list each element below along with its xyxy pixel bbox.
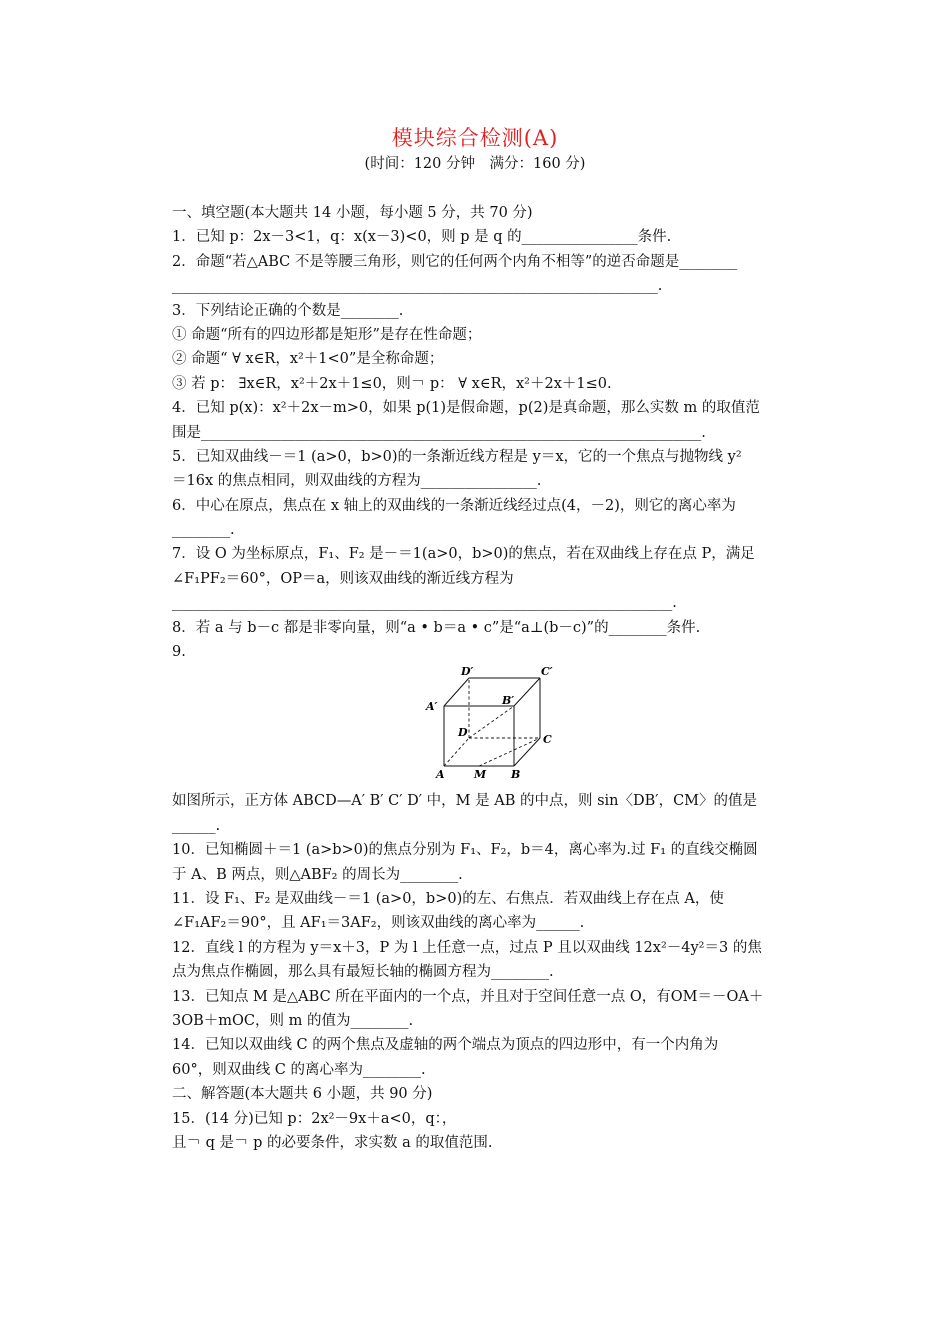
question-5-line: 5．已知双曲线－＝1 (a>0，b>0)的一条渐近线方程是 y＝x，它的一个焦点与抛物线 y²: [172, 448, 742, 465]
label-d-prime: D′: [461, 665, 474, 679]
question-3-option: ③ 若 p： ∃x∈R，x²＋2x＋1≤0，则￢ p： ∀ x∈R，x²＋2x＋1≤0.: [172, 375, 612, 392]
document-body: [172, 201, 817, 1155]
question-4-line: 4．已知 p(x)：x²＋2x－m>0，如果 p(1)是假命题，p(2)是真命题，那么实数 m 的取值范: [172, 400, 760, 417]
question-13-line: 13．已知点 M 是△ABC 所在平面内的一个点，并且对于空间任意一点 O，有OM＝－OA＋: [172, 988, 764, 1005]
label-c-prime: C′: [541, 665, 553, 679]
question-3-line: 3．下列结论正确的个数是________.: [172, 302, 404, 319]
question-9-number: 9.: [172, 644, 186, 661]
section-heading-fill-in: 一、填空题(本大题共 14 小题，每小题 5 分，共 70 分): [172, 205, 533, 221]
question-2-line: 2．命题“若△ABC 不是等腰三角形，则它的任何两个内角不相等”的逆否命题是________: [172, 253, 738, 270]
question-11-line: ∠F₁AF₂＝90°，且 AF₁＝3AF₂，则该双曲线的离心率为______.: [172, 915, 585, 932]
question-9-line: 如图所示，正方体 ABCD—A′ B′ C′ D′ 中，M 是 AB 的中点，则 sin〈DB′，CM〉的值是: [172, 793, 758, 810]
question-3-option: ② 命题“ ∀ x∈R，x²＋1<0”是全称命题；: [172, 351, 444, 368]
page-subtitle: (时间：120 分钟 满分：160 分): [364, 156, 586, 172]
question-2-line: ___________________________________________________________________.: [172, 278, 663, 295]
question-12-line: 点为焦点作椭圆，那么具有最短长轴的椭圆方程为________.: [172, 964, 554, 981]
question-11-line: 11．设 F₁、F₂ 是双曲线－＝1 (a>0，b>0)的左、右焦点．若双曲线上存在点 A，使: [172, 890, 724, 907]
label-b: B: [511, 768, 521, 782]
label-a-prime: A′: [426, 700, 438, 714]
question-3-option: ① 命题“所有的四边形都是矩形”是存在性命题；: [172, 326, 482, 343]
cube-diagram: [424, 664, 564, 789]
label-m: M: [474, 768, 487, 782]
question-7-line: 7．设 O 为坐标原点，F₁、F₂ 是－＝1(a>0，b>0)的焦点，若在双曲线上存在点 P，满足: [172, 546, 755, 563]
question-12-line: 12．直线 l 的方程为 y＝x＋3，P 为 l 上任意一点，过点 P 且以双曲线 12x²－4y²＝3 的焦: [172, 939, 762, 956]
question-5-line: ＝16x 的焦点相同，则双曲线的方程为________________.: [172, 473, 542, 490]
question-14-line: 14．已知以双曲线 C 的两个焦点及虚轴的两个端点为顶点的四边形中，有一个内角为: [172, 1037, 719, 1054]
question-6-line: 6．中心在原点，焦点在 x 轴上的双曲线的一条渐近线经过点(4，－2)，则它的离心率为: [172, 497, 736, 514]
question-10-line: 于 A、B 两点，则△ABF₂ 的周长为________.: [172, 866, 463, 883]
question-15-line: 15．(14 分)已知 p：2x²－9x＋a<0，q：，: [172, 1110, 457, 1127]
question-7-line: _____________________________________________________________________.: [172, 595, 677, 612]
page-title: 模块综合检测(A): [391, 126, 559, 150]
label-a: A: [436, 768, 445, 782]
question-13-line: 3OB＋mOC，则 m 的值为________.: [172, 1012, 414, 1029]
question-8-line: 8．若 a 与 b－c 都是非零向量，则“a • b＝a • c”是“a⊥(b－c)”的________条件.: [172, 619, 701, 636]
question-14-line: 60°，则双曲线 C 的离心率为________.: [172, 1061, 426, 1078]
section-heading-solutions: 二、解答题(本大题共 6 小题，共 90 分): [172, 1086, 433, 1103]
question-6-line: ________.: [172, 522, 235, 539]
cube-figure: [172, 664, 817, 789]
label-b-prime: B′: [502, 694, 515, 708]
label-d: D: [458, 726, 468, 740]
question-1-line: 1．已知 p：2x－3<1，q：x(x－3)<0，则 p 是 q 的________________条件.: [172, 229, 672, 246]
question-10-line: 10．已知椭圆＋＝1 (a>b>0)的焦点分别为 F₁、F₂，b＝4，离心率为.过 F₁ 的直线交椭圆: [172, 842, 758, 859]
question-4-line: 围是_____________________________________________________________________.: [172, 424, 706, 441]
question-9-line: ______.: [172, 817, 221, 834]
question-15-line: 且￢ q 是￢ p 的必要条件，求实数 a 的取值范围.: [172, 1134, 493, 1151]
label-c: C: [543, 733, 552, 747]
question-7-line: ∠F₁PF₂＝60°，OP＝a，则该双曲线的渐近线方程为: [172, 570, 514, 587]
